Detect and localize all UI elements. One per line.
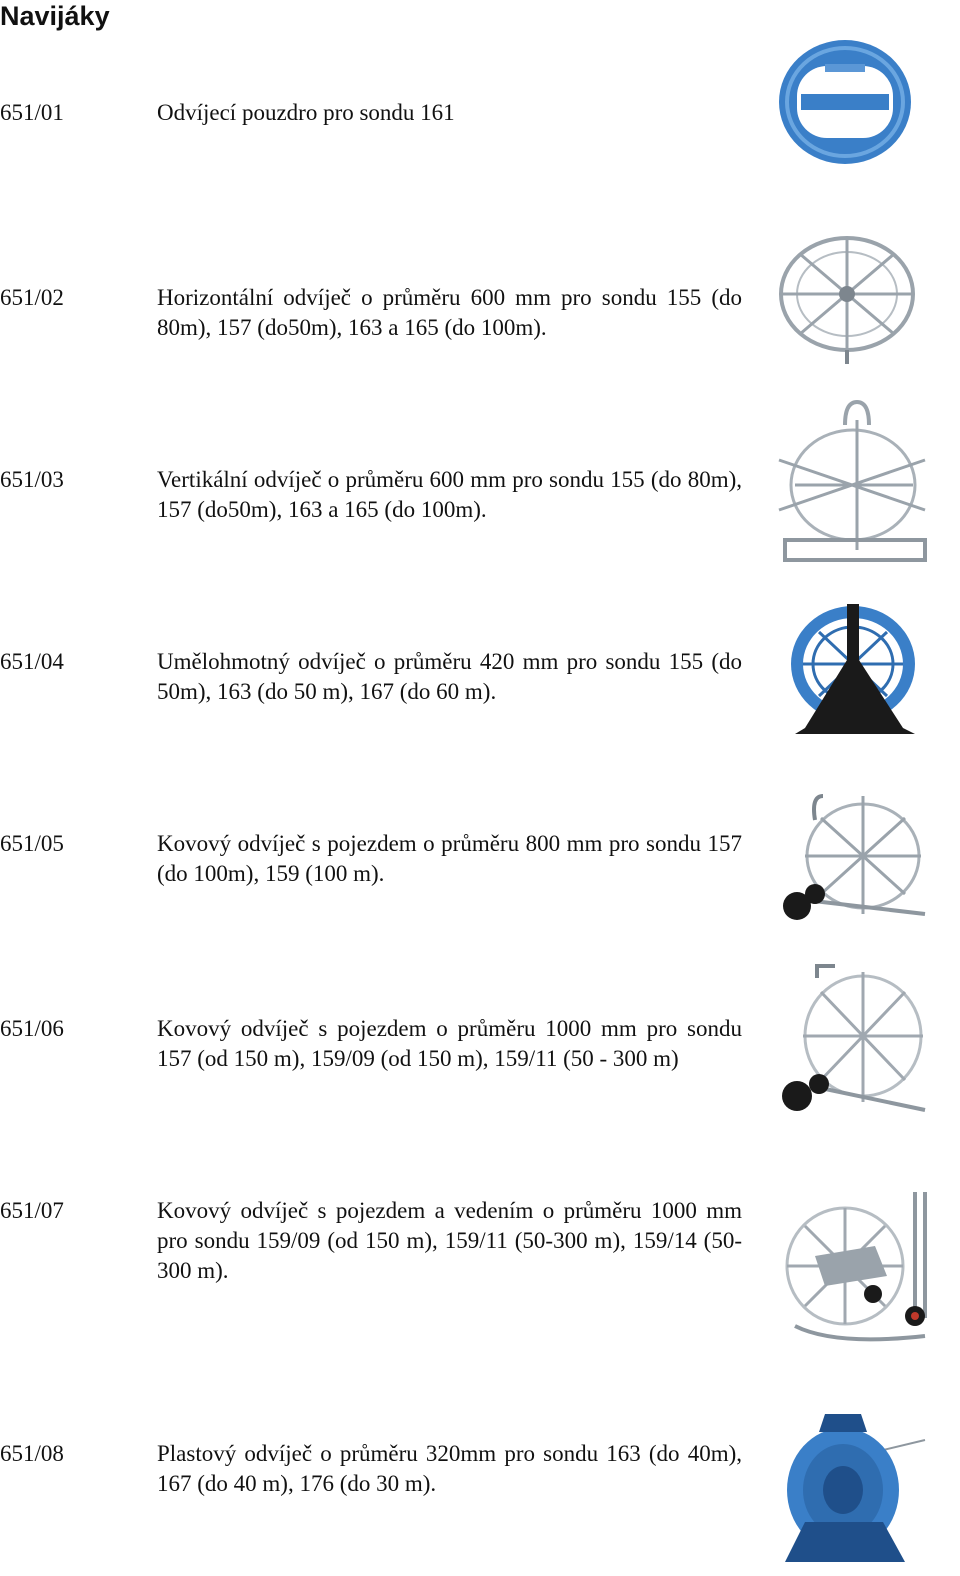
large-wheeled-reel-icon [775,962,935,1122]
plastic-blue-reel-icon [775,1412,935,1572]
item-code: 651/04 [0,649,64,674]
item-description: Kovový odvíječ s pojezdem a vedením o průměru 1000 mm pro sondu 159/09 (od 150 m), 159/11 (50-300 m), 159/14 (50-300 m). [157,1198,742,1283]
item-description: Umělohmotný odvíječ o průměru 420 mm pro sondu 155 (do 50m), 163 (do 50 m), 167 (do 60 m). [157,649,742,704]
item-description: Kovový odvíječ s pojezdem o průměru 1000 mm pro sondu 157 (od 150 m), 159/09 (od 150 m), 159/11 (50 - 300 m) [157,1016,742,1071]
item-code: 651/01 [0,100,64,125]
item-description: Horizontální odvíječ o průměru 600 mm pro sondu 155 (do 80m), 157 (do50m), 163 a 165 (do 100m). [157,285,742,340]
wheeled-reel-icon [775,790,935,925]
item-description: Plastový odvíječ o průměru 320mm pro sondu 163 (do 40m), 167 (do 40 m), 176 (do 30 m). [157,1441,742,1496]
item-code: 651/05 [0,831,64,856]
item-description: Vertikální odvíječ o průměru 600 mm pro sondu 155 (do 80m), 157 (do50m), 163 a 165 (do 100m). [157,467,742,522]
item-code: 651/08 [0,1441,64,1466]
blue-reel-case-icon [775,36,935,171]
horizontal-reel-icon [775,232,935,367]
item-code: 651/06 [0,1016,64,1041]
item-code: 651/03 [0,467,64,492]
item-code: 651/02 [0,285,64,310]
vertical-reel-icon [775,400,935,565]
page-title: Navijáky [0,1,110,31]
item-description: Odvíjecí pouzdro pro sondu 161 [157,100,455,125]
plastic-reel-stand-icon [775,600,935,740]
item-description: Kovový odvíječ s pojezdem o průměru 800 mm pro sondu 157 (do 100m), 159 (100 m). [157,831,742,886]
guided-wheeled-reel-icon [775,1186,935,1346]
item-code: 651/07 [0,1198,64,1223]
